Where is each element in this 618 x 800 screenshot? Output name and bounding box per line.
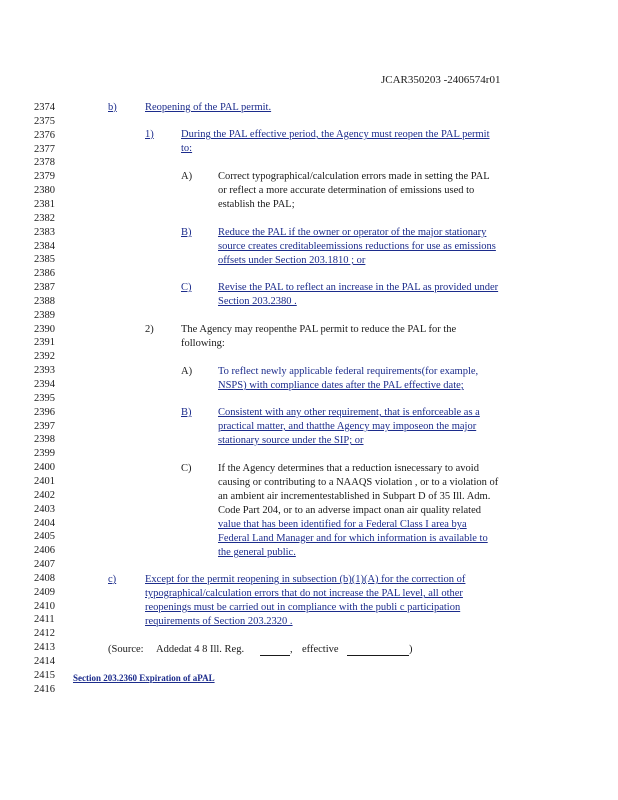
line-number: 2404 [34,517,55,529]
item-2C-label: C) [181,463,192,474]
line-number: 2411 [34,614,55,626]
line-number: 2402 [34,489,55,501]
source-close: ) [409,644,413,655]
item-2B-line-2: practical matter, and thatthe Agency may imposeon the major [218,421,477,432]
line-number: 2394 [34,379,55,390]
subsection-c-line-4: requirements of Section 203.2320 . [145,616,293,627]
item-2-line-2: following: [181,338,225,349]
source-added: Addedat 4 8 Ill. Reg. [156,644,245,655]
line-number: 2403 [34,503,55,515]
item-1B-line-3: offsets under Section 203.1810 ; or [218,255,366,266]
line-number: 2390 [34,323,55,335]
subsection-c-line-1: Except for the permit reopening in subsection (b)(1)(A) for the correction of [145,574,466,585]
item-1-line-2: to: [181,143,193,154]
line-number: 2380 [34,185,55,197]
item-1C-label: C) [181,282,192,293]
item-2A-line-1: To reflect newly applicable federal requirements(for example, [218,366,479,377]
line-number: 2408 [34,572,55,584]
line-number: 2392 [34,351,55,363]
source-comma: , [290,644,293,655]
line-number: 2396 [34,406,55,418]
item-1A-label: A) [181,171,193,182]
item-2C-line-4: Code Part 204, or to an adverse impact onan air quality related [218,505,481,516]
item-2C-line-3: an ambient air incrementestablished in Subpart D of 35 Ill. Adm. [218,491,491,502]
line-number: 2383 [34,226,55,238]
item-1A-line-1: Correct typographical/calculation errors made in setting the PAL [218,171,490,182]
item-1C-line-1: Revise the PAL to reflect an increase in the PAL as provided under [218,282,499,293]
line-number: 2379 [34,171,55,183]
item-2C-line-1: If the Agency determines that a reduction isnecessary to avoid [218,463,479,474]
item-1B-label: B) [181,227,192,238]
item-1A-line-2: or reflect a more accurate determination of emissions used to [218,185,475,196]
source-date-blank [347,645,409,656]
item-2C-line-5: value that has been identified for a Federal Class I area bya [218,519,467,530]
line-number: 2387 [34,282,55,294]
item-1A-line-3: establish the PAL; [218,199,295,210]
source-effective: effective [302,644,339,655]
line-number: 2378 [34,157,55,169]
item-2B-line-3: stationary source under the SIP; or [218,435,364,446]
item-1C-line-2: Section 203.2380 . [218,296,297,307]
item-1B-line-2: source creates creditableemissions reductions for use as emissions [218,241,496,252]
subsection-b-label: b) [108,102,117,113]
line-number: 2377 [34,143,55,155]
source-volume-blank [260,645,290,656]
line-number: 2416 [34,683,55,695]
line-number: 2376 [34,129,55,141]
line-number: 2405 [34,531,55,543]
line-number: 2395 [34,392,55,404]
line-number: 2413 [34,642,55,654]
item-2C-line-2: causing or contributing to a NAAQS violation , or to a violation of [218,477,499,488]
item-2-line-1: The Agency may reopenthe PAL permit to reduce the PAL for the [181,324,457,335]
line-number: 2399 [34,448,55,460]
line-number: 2412 [34,628,55,640]
item-1-label: 1) [145,129,154,140]
item-1-line-1: During the PAL effective period, the Agency must reopen the PAL permit [181,129,490,140]
line-number: 2382 [34,212,55,224]
subsection-b-title: Reopening of the PAL permit. [145,102,272,113]
line-number: 2389 [34,309,55,321]
line-number: 2384 [34,240,55,252]
item-2C-line-6: Federal Land Manager and for which information is available to [218,533,488,544]
item-2B-label: B) [181,407,192,418]
line-number: 2388 [34,295,55,307]
section-heading: Section 203.2360 Expiration of aPAL [73,673,215,683]
line-number: 2374 [34,102,55,113]
subsection-c-line-2: typographical/calculation errors that do not increase the PAL level, all other [145,588,463,599]
item-2-label: 2) [145,324,154,335]
item-2C-line-7: the general public. [218,547,296,558]
line-number: 2409 [34,586,55,598]
line-number: 2385 [34,254,55,266]
line-number: 2381 [34,198,55,210]
line-number: 2398 [34,434,55,446]
document-id: JCAR350203 -2406574r01 [381,74,501,86]
subsection-c-line-3: reopenings must be carried out in compliance with the publi c participation [145,602,461,613]
line-number: 2397 [34,420,55,432]
item-2A-line-2: NSPS) with compliance dates after the PAL effective date; [218,380,464,391]
line-number: 2375 [34,115,55,127]
item-2B-line-1: Consistent with any other requirement, that is enforceable as a [218,407,480,418]
line-number: 2415 [34,669,55,681]
source-open: (Source: [108,644,144,655]
line-number: 2410 [34,600,55,612]
item-2A-label: A) [181,366,193,377]
line-number: 2386 [34,268,55,280]
subsection-c-label: c) [108,574,117,585]
line-number: 2401 [34,475,55,487]
line-number: 2407 [34,559,55,571]
line-number: 2406 [34,545,55,557]
item-1B-line-1: Reduce the PAL if the owner or operator of the major stationary [218,227,487,238]
line-number: 2414 [34,656,55,667]
line-number: 2391 [34,337,55,349]
line-number: 2400 [34,462,55,474]
line-number: 2393 [34,365,55,377]
